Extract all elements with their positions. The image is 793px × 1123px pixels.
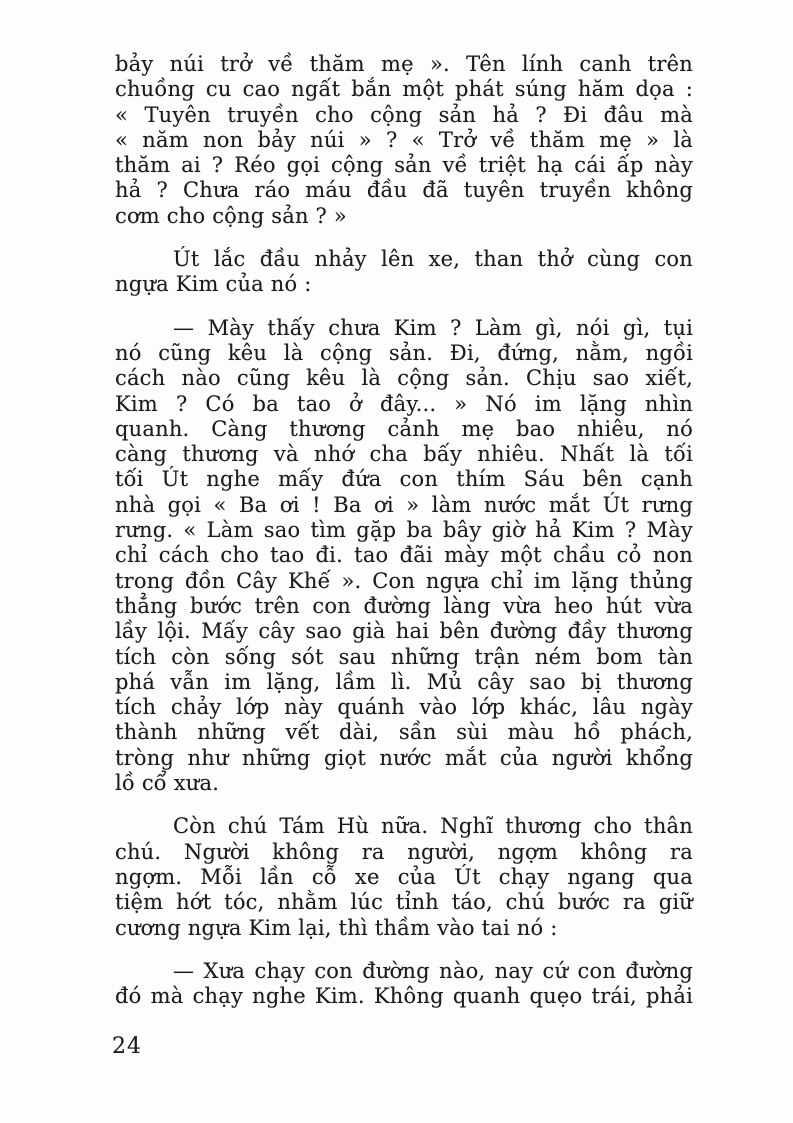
text-line: nhà gọi « Ba ơi ! Ba ơi » làm nước mắt Út rưng [115,492,693,517]
text-line: Út lắc đầu nhảy lên xe, than thở cùng con [173,247,693,272]
text-line: — Xưa chạy con đường nào, nay cứ con đường [173,958,693,983]
text-line: cách nào cũng kêu là cộng sản. Chịu sao xiết, [115,366,693,391]
text-line: lầy lội. Mấy cây sao già hai bên đường đầy thương [115,619,693,644]
text-line: trong đồn Cây Khế ». Con ngựa chỉ im lặng thủng [115,568,693,593]
paragraph [115,247,693,298]
text-line: quanh. Càng thương cảnh mẹ bao nhiêu, nó [115,416,693,441]
page-number: 24 [112,1034,142,1059]
paragraph [115,316,693,797]
text-line: tròng như những giọt nước mắt của người khổng [115,745,693,770]
paragraph [115,959,693,1010]
text-line: chú. Người không ra người, ngợm không ra [115,839,693,864]
text-line: càng thương và nhớ cha bấy nhiêu. Nhất là tối [115,442,693,467]
text-line: thành những vết dài, sần sùi màu hồ phách, [115,720,693,745]
paragraph [115,814,693,940]
text-line: cơm cho cộng sản ? » [115,203,347,228]
text-line: tiệm hớt tóc, nhằm lúc tỉnh táo, chú bước ra giữ [115,890,693,915]
text-line: tích chảy lớp này quánh vào lớp khác, lâu ngày [115,695,693,720]
text-line: thẳng bước trên con đường làng vừa heo hút vừa [115,593,693,618]
text-line: « Tuyên truyền cho cộng sản hả ? Đi đâu mà [115,102,693,127]
text-line: lồ cổ xưa. [115,771,220,796]
text-line: ngợm. Mỗi lần cỗ xe của Út chạy ngang qua [115,864,693,889]
text-line: bảy núi trở về thăm mẹ ». Tên lính canh trên [115,52,693,76]
text-line: đó mà chạy nghe Kim. Không quanh quẹo trái, phải [115,984,693,1009]
text-block [115,52,693,1009]
text-line: Kim ? Có ba tao ở đây... » Nó im lặng nhìn [115,391,693,416]
text-line: hả ? Chưa ráo máu đầu đã tuyên truyền không [115,178,693,203]
text-line: Còn chú Tám Hù nữa. Nghĩ thương cho thân [173,814,693,839]
text-line: — Mày thấy chưa Kim ? Làm gì, nói gì, tụi [173,315,693,340]
text-line: chỉ cách cho tao đi. tao đãi mày một chầu cỏ non [115,543,693,568]
text-line: nó cũng kêu là cộng sản. Đi, đứng, nằm, ngồi [115,340,693,365]
paragraph [115,52,693,229]
text-line: thăm ai ? Réo gọi cộng sản về triệt hạ cái ấp này [115,153,693,178]
text-line: cương ngựa Kim lại, thì thầm vào tai nó : [115,915,558,940]
text-line: chuồng cu cao ngất bắn một phát súng hăm dọa : [115,77,693,102]
text-line: phá vẫn im lặng, lầm lì. Mủ cây sao bị thương [115,669,693,694]
text-line: rưng. « Làm sao tìm gặp ba bây giờ hả Kim ? Mày [115,518,693,543]
text-line: tối Út nghe mấy đứa con thím Sáu bên cạnh [115,467,693,492]
text-line: « năm non bảy núi » ? « Trở về thăm mẹ » là [115,127,693,152]
text-line: tích còn sống sót sau những trận ném bom tàn [115,644,693,669]
text-line: ngựa Kim của nó : [115,272,312,297]
